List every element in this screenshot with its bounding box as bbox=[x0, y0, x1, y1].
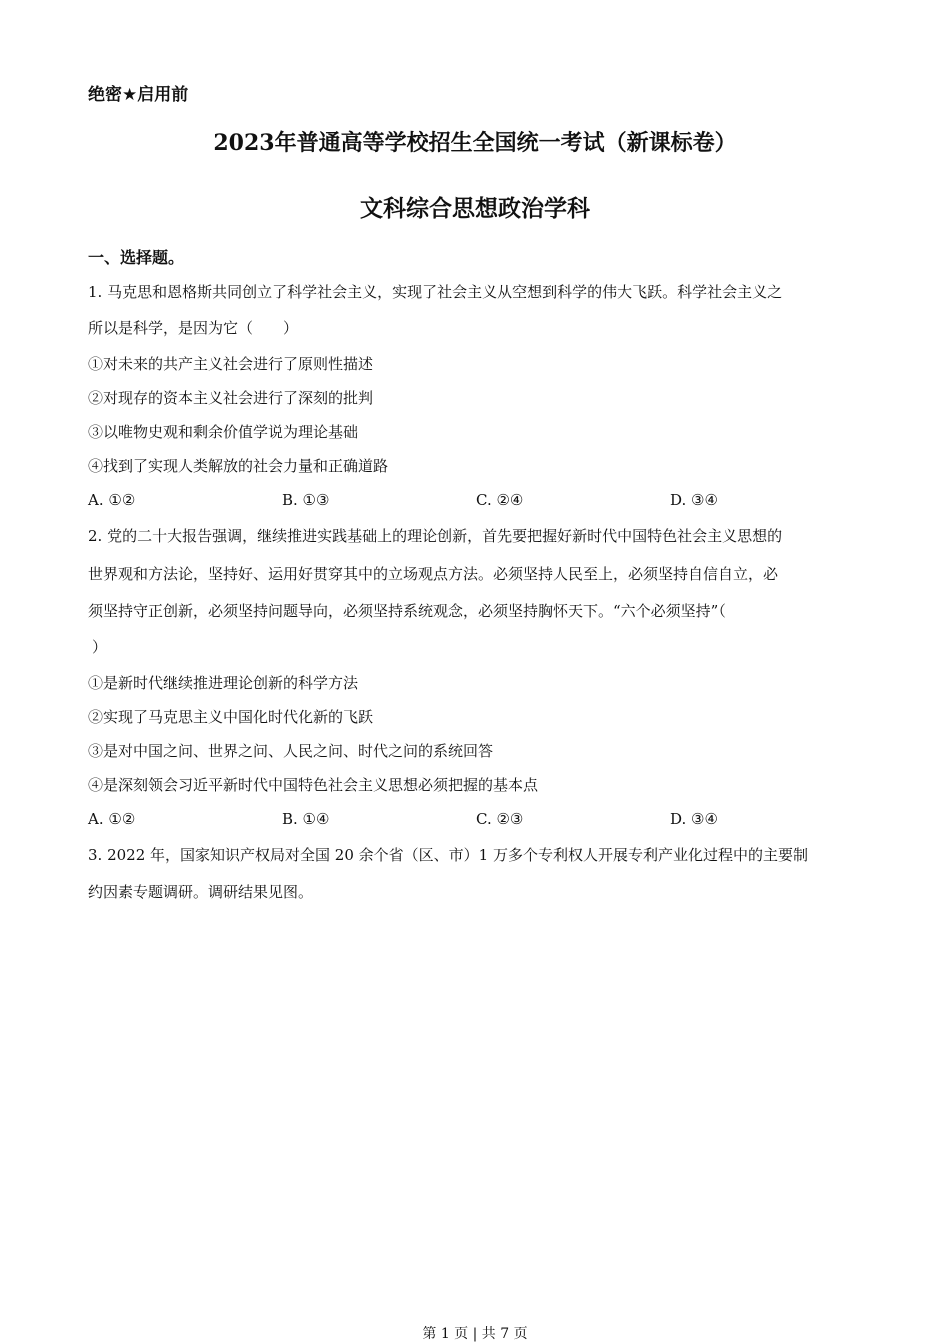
question-2-line-1: 2. 党的二十大报告强调，继续推进实践基础上的理论创新，首先要把握好新时代中国特色社会主义思想的 bbox=[88, 527, 783, 545]
confidential-label: 绝密★启用前 bbox=[88, 85, 189, 105]
question-2-option-b[interactable]: B. ①④ bbox=[282, 810, 330, 828]
question-1-item-4: ④找到了实现人类解放的社会力量和正确道路 bbox=[88, 457, 389, 475]
question-1-option-a[interactable]: A. ①② bbox=[88, 491, 136, 509]
section-title: 一、选择题。 bbox=[88, 248, 185, 267]
question-1-option-b[interactable]: B. ①③ bbox=[282, 491, 330, 509]
question-2-line-2: 世界观和方法论，坚持好、运用好贯穿其中的立场观点方法。必须坚持人民至上，必须坚持自信自立，必 bbox=[88, 565, 779, 583]
question-1-item-3: ③以唯物史观和剩余价值学说为理论基础 bbox=[88, 423, 359, 441]
question-1-line-1: 1. 马克思和恩格斯共同创立了科学社会主义，实现了社会主义从空想到科学的伟大飞跃。科学社会主义之 bbox=[88, 283, 783, 301]
question-2-item-1: ①是新时代继续推进理论创新的科学方法 bbox=[88, 674, 359, 692]
page-footer: 第 1 页 | 共 7 页 bbox=[422, 1326, 528, 1342]
question-2-line-4: ） bbox=[92, 638, 108, 656]
question-1-line-2: 所以是科学，是因为它（ ） bbox=[88, 319, 299, 337]
question-1-item-2: ②对现存的资本主义社会进行了深刻的批判 bbox=[88, 389, 374, 407]
question-2-item-3: ③是对中国之问、世界之问、人民之问、时代之问的系统回答 bbox=[88, 742, 494, 760]
question-1-option-c[interactable]: C. ②④ bbox=[476, 491, 524, 509]
question-2-item-2: ②实现了马克思主义中国化时代化新的飞跃 bbox=[88, 708, 374, 726]
exam-title: 2023年普通高等学校招生全国统一考试（新课标卷） bbox=[213, 130, 737, 156]
question-2-line-3: 须坚持守正创新，必须坚持问题导向，必须坚持系统观念，必须坚持胸怀天下。“六个必须坚持”（ bbox=[88, 602, 726, 620]
exam-subtitle: 文科综合思想政治学科 bbox=[360, 195, 590, 222]
question-2-option-d[interactable]: D. ③④ bbox=[670, 810, 718, 828]
question-3-line-1: 3. 2022 年，国家知识产权局对全国 20 余个省（区、市）1 万多个专利权人开展专利产业化过程中的主要制 bbox=[88, 846, 808, 864]
question-2-option-c[interactable]: C. ②③ bbox=[476, 810, 524, 828]
question-2-item-4: ④是深刻领会习近平新时代中国特色社会主义思想必须把握的基本点 bbox=[88, 776, 539, 794]
question-1-option-d[interactable]: D. ③④ bbox=[670, 491, 718, 509]
question-3-line-2: 约因素专题调研。调研结果见图。 bbox=[88, 883, 314, 901]
question-1-item-1: ①对未来的共产主义社会进行了原则性描述 bbox=[88, 355, 374, 373]
question-2-option-a[interactable]: A. ①② bbox=[88, 810, 136, 828]
